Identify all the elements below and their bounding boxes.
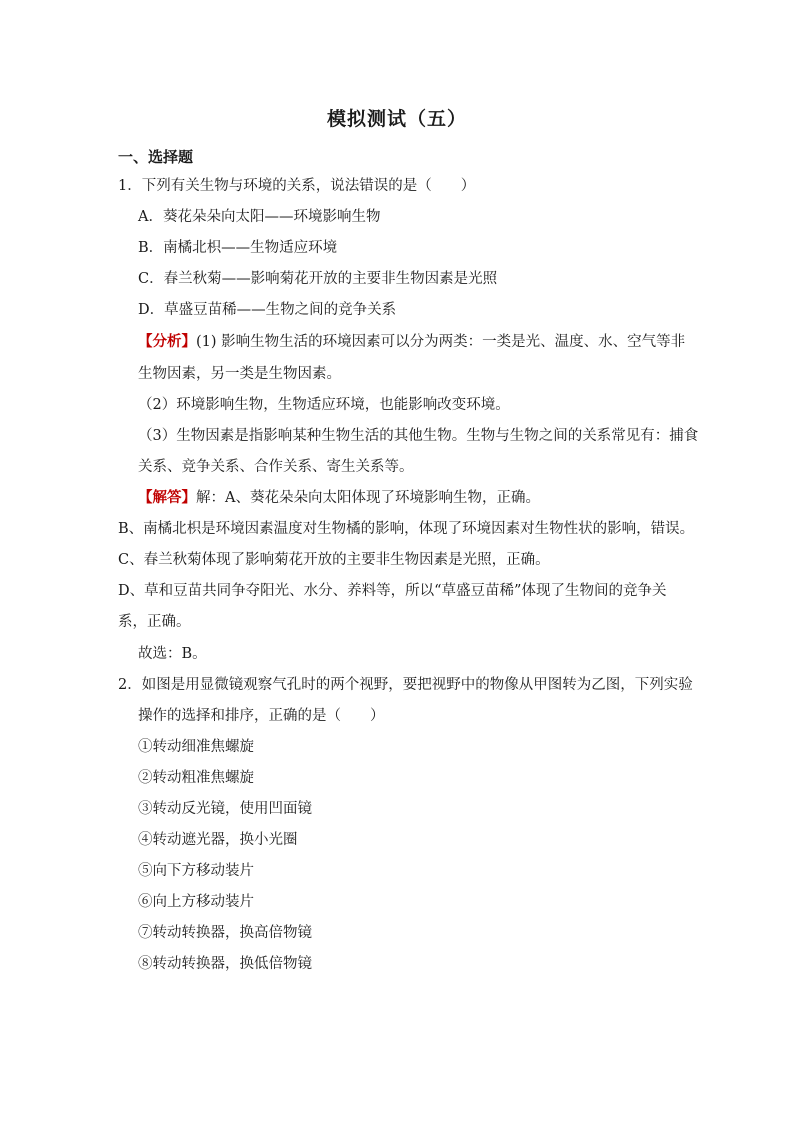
question-1-stem: 1．下列有关生物与环境的关系，说法错误的是（ ） — [118, 178, 476, 194]
answer-line-2: B、南橘北枳是环境因素温度对生物橘的影响，体现了环境因素对生物性状的影响，错误。 — [118, 521, 695, 537]
question-1-option-c: C．春兰秋菊——影响菊花开放的主要非生物因素是光照 — [138, 271, 498, 287]
question-1-option-d: D．草盛豆苗稀——生物之间的竞争关系 — [138, 302, 397, 318]
answer-tag: 【解答】 — [138, 489, 196, 506]
answer-choice: 故选：B。 — [138, 646, 207, 662]
analysis-tag: 【分析】 — [138, 333, 196, 350]
answer-paragraph — [138, 488, 540, 508]
question-2-stem-line-1: 2．如图是用显微镜观察气孔时的两个视野，要把视野中的物像从甲图转为乙图，下列实验 — [118, 677, 693, 693]
answer-line-5: 系，正确。 — [118, 614, 191, 630]
analysis-line-1: (1) 影响生物生活的环境因素可以分为两类：一类是光、温度、水、空气等非 — [196, 334, 686, 350]
question-2-stem-line-2: 操作的选择和排序，正确的是（ ） — [138, 708, 385, 724]
analysis-line-2: 生物因素，另一类是生物因素。 — [138, 366, 341, 382]
question-2-item-2: ②转动粗准焦螺旋 — [138, 770, 254, 786]
question-1-option-b: B．南橘北枳——生物适应环境 — [138, 240, 338, 256]
question-2-item-4: ④转动遮光器，换小光圈 — [138, 832, 298, 848]
question-2-item-5: ⑤向下方移动装片 — [138, 863, 254, 879]
question-2-item-7: ⑦转动转换器，换高倍物镜 — [138, 925, 312, 941]
question-2-item-3: ③转动反光镜，使用凹面镜 — [138, 801, 312, 817]
section-heading: 一、选择题 — [118, 148, 194, 166]
question-2-item-6: ⑥向上方移动装片 — [138, 894, 254, 910]
analysis-line-3: （2）环境影响生物，生物适应环境，也能影响改变环境。 — [138, 397, 510, 413]
analysis-line-5: 关系、竞争关系、合作关系、寄生关系等。 — [138, 459, 414, 475]
analysis-paragraph — [138, 332, 685, 352]
question-2-item-8: ⑧转动转换器，换低倍物镜 — [138, 956, 312, 972]
answer-line-3: C、春兰秋菊体现了影响菊花开放的主要非生物因素是光照，正确。 — [118, 552, 550, 568]
analysis-line-4: （3）生物因素是指影响某种生物生活的其他生物。生物与生物之间的关系常见有：捕食 — [138, 428, 699, 444]
page-title: 模拟测试（五） — [326, 108, 467, 130]
question-1-option-a: A．葵花朵朵向太阳——环境影响生物 — [138, 209, 381, 225]
answer-line-1: 解：A、葵花朵朵向太阳体现了环境影响生物，正确。 — [196, 490, 540, 506]
answer-line-4: D、草和豆苗共同争夺阳光、水分、养料等，所以“草盛豆苗稀”体现了生物间的竞争关 — [118, 583, 667, 599]
question-2-item-1: ①转动细准焦螺旋 — [138, 739, 254, 755]
